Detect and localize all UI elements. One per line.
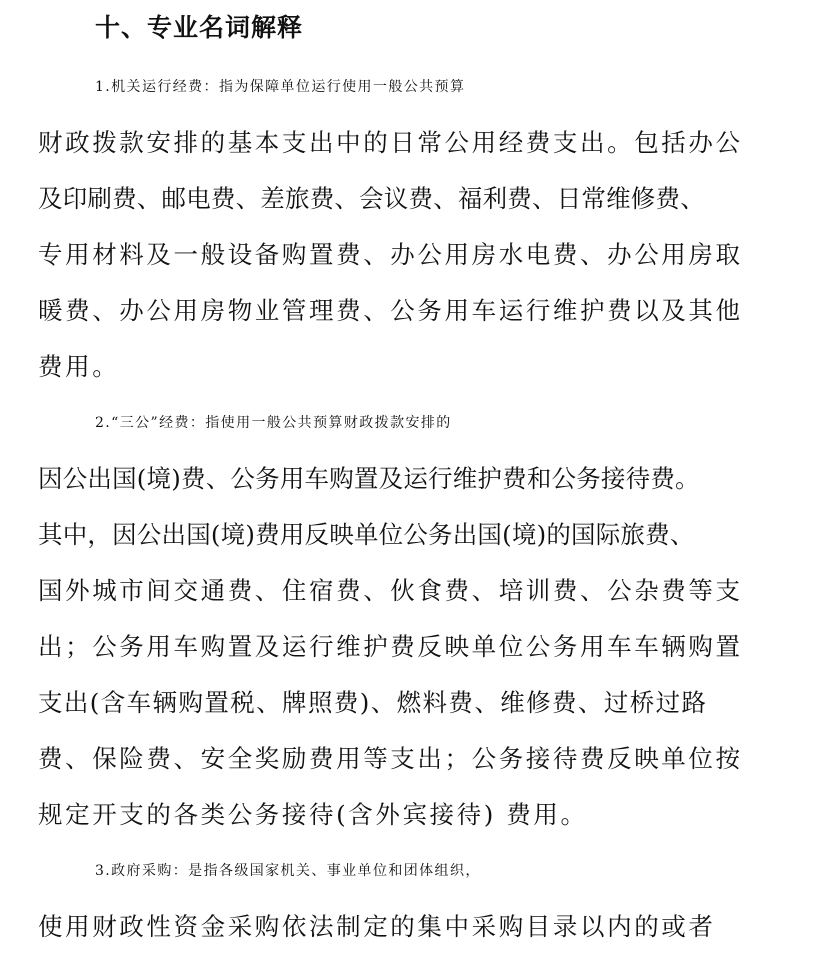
paragraph-1-line-1: 1.机关运行经费：指为保障单位运行使用一般公共预算 — [95, 79, 466, 95]
paragraph-2-line-4: 国外城市间交通费、住宿费、伙食费、培训费、公杂费等支 — [38, 576, 743, 605]
paragraph-2-line-1: 2.“三公”经费：指使用一般公共预算财政拨款安排的 — [95, 415, 452, 431]
paragraph-2-line-5: 出；公务用车购置及运行维护费反映单位公务用车车辆购置 — [38, 632, 743, 661]
paragraph-2-line-6: 支出(含车辆购置税、牌照费)、燃料费、维修费、过桥过路 — [38, 688, 708, 717]
paragraph-1-line-3: 及印刷费、邮电费、差旅费、会议费、福利费、日常维修费、 — [38, 184, 705, 213]
section-heading: 十、专业名词解释 — [95, 13, 304, 42]
paragraph-1-line-2: 财政拨款安排的基本支出中的日常公用经费支出。包括办公 — [38, 128, 743, 157]
paragraph-1-line-4: 专用材料及一般设备购置费、办公用房水电费、办公用房取 — [38, 240, 743, 269]
paragraph-1-line-6: 费用。 — [38, 352, 120, 381]
paragraph-3-line-1: 3.政府采购：是指各级国家机关、事业单位和团体组织， — [95, 863, 481, 879]
paragraph-2-line-3: 其中，因公出国(境)费用反映单位公务出国(境)的国际旅费、 — [38, 520, 695, 549]
paragraph-1-line-5: 暖费、办公用房物业管理费、公务用车运行维护费以及其他 — [38, 296, 743, 325]
paragraph-3-line-2: 使用财政性资金采购依法制定的集中采购目录以内的或者 — [38, 912, 716, 941]
paragraph-2-line-7: 费、保险费、安全奖励费用等支出；公务接待费反映单位按 — [38, 744, 743, 773]
paragraph-2-line-2: 因公出国(境)费、公务用车购置及运行维护费和公务接待费。 — [38, 464, 700, 493]
paragraph-2-line-8: 规定开支的各类公务接待(含外宾接待) 费用。 — [38, 800, 588, 829]
